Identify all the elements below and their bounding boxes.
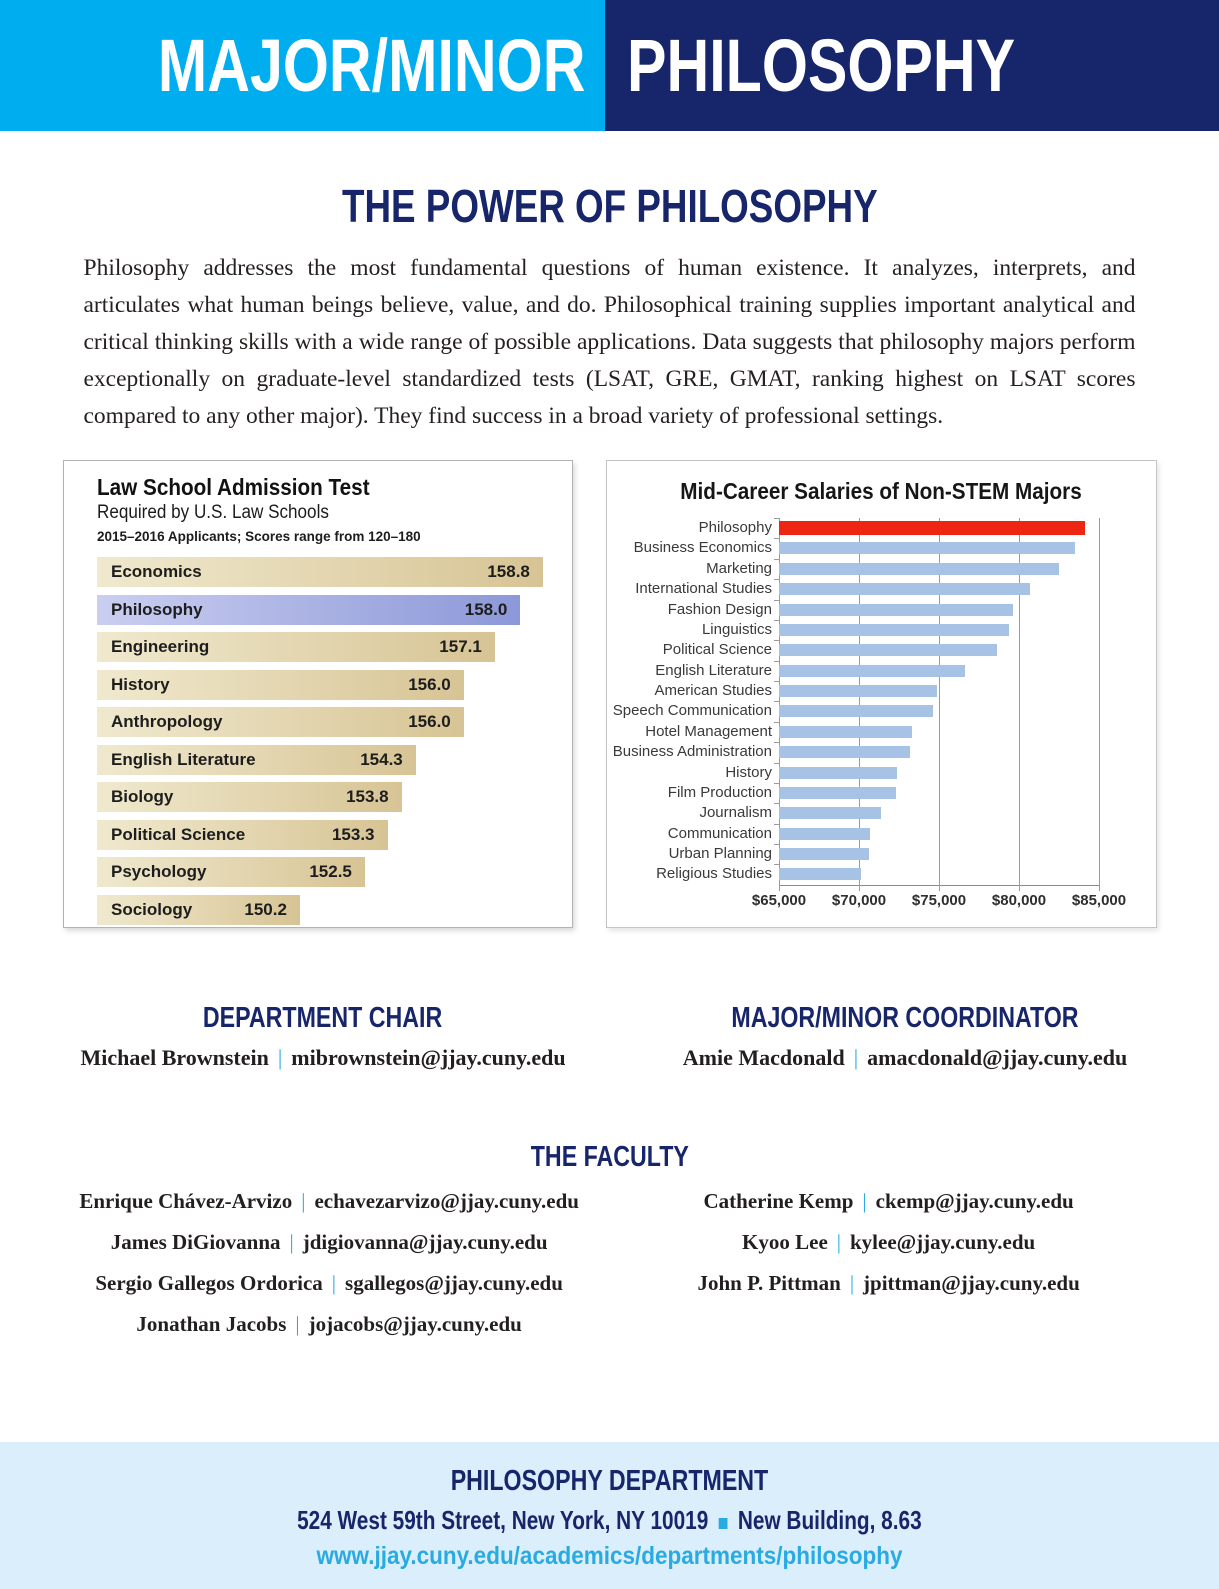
lsat-row-philosophy <box>97 595 552 633</box>
footer-department-title <box>0 1467 1219 1496</box>
lsat-category-label: English Literature <box>111 749 256 769</box>
salary-x-tick-label: $75,000 <box>911 892 967 909</box>
salary-gridline <box>1099 518 1100 891</box>
faculty-email[interactable]: echavezarvizo@jjay.cuny.edu <box>314 1189 579 1213</box>
lsat-row-psychology <box>97 857 552 895</box>
intro-paragraph: Philosophy addresses the most fundamental questions of human existence. It analyzes, interprets, and articulates what human beings believe, value, and do. Philosophical training supplies important analytical and critical thinking skills with a wide range of possible applications. Data suggests that philosophy majors perform exceptionally on graduate-level standardized tests (LSAT, GRE, GMAT, ranking highest on LSAT scores compared to any other major). They find success in a broad variety of professional settings. <box>83 255 1136 429</box>
page-title <box>0 180 1219 232</box>
faculty-email[interactable]: ckemp@jjay.cuny.edu <box>875 1189 1074 1213</box>
pipe-separator: | <box>301 1189 306 1213</box>
lsat-value-label: 153.8 <box>346 787 389 806</box>
salary-category-label: International Studies <box>635 580 772 598</box>
footer-building: New Building, 8.63 <box>738 1505 922 1535</box>
salary-row-communication <box>779 824 1099 844</box>
faculty-entry <box>658 1271 1119 1295</box>
coordinator-block <box>646 1004 1219 1071</box>
salary-bar-film-production <box>779 787 896 799</box>
lsat-category-label: Engineering <box>111 637 210 656</box>
salary-bar-religious-studies <box>779 868 861 880</box>
header-major-minor-text: MAJOR/MINOR <box>157 23 585 107</box>
salary-category-label: Philosophy <box>698 519 772 536</box>
department-chair-email[interactable]: mibrownstein@jjay.cuny.edu <box>291 1045 566 1070</box>
salary-bar-history <box>779 767 897 779</box>
pipe-separator: | <box>277 1045 283 1070</box>
department-chair-contact <box>0 1045 646 1071</box>
lsat-chart-subtitle <box>97 502 552 524</box>
salary-bar-hotel-management <box>779 726 912 738</box>
salary-category-label: Linguistics <box>701 620 772 638</box>
faculty-section <box>0 1143 1219 1336</box>
salary-row-international-studies <box>779 579 1099 599</box>
pipe-separator: | <box>295 1312 300 1336</box>
lsat-bar-economics <box>97 557 543 587</box>
lsat-category-label: Economics <box>111 562 202 581</box>
header-right-band <box>605 0 1219 131</box>
faculty-email[interactable]: jpittman@jjay.cuny.edu <box>863 1271 1080 1295</box>
salary-bar-marketing <box>779 563 1059 575</box>
lsat-value-label: 157.1 <box>439 637 482 656</box>
lsat-value-label: 156.0 <box>408 674 451 694</box>
pipe-separator: | <box>849 1271 855 1295</box>
header-philosophy-text: PHILOSOPHY <box>627 23 1016 107</box>
footer-department-text: PHILOSOPHY DEPARTMENT <box>450 1465 769 1497</box>
salary-row-political-science <box>779 640 1099 660</box>
header-band <box>0 0 1219 131</box>
department-chair-block <box>0 1004 646 1071</box>
salary-row-fashion-design <box>779 600 1099 620</box>
department-chair-heading-text: DEPARTMENT CHAIR <box>203 1002 443 1034</box>
salary-row-journalism <box>779 803 1099 823</box>
salary-row-religious-studies <box>779 864 1099 884</box>
salary-category-label: Communication <box>667 824 772 842</box>
salary-category-label: Political Science <box>662 641 772 659</box>
header-left-band <box>0 0 605 131</box>
faculty-entry <box>0 1189 658 1213</box>
salary-bar-urban-planning <box>779 848 869 860</box>
lsat-value-label: 158.8 <box>487 562 530 581</box>
salary-bar-journalism <box>779 807 881 819</box>
lsat-bars <box>97 557 552 928</box>
lsat-value-label: 150.2 <box>244 899 287 919</box>
faculty-name: Jonathan Jacobs <box>136 1312 287 1336</box>
salary-category-label: American Studies <box>654 682 772 699</box>
pipe-separator: | <box>836 1230 841 1254</box>
salary-row-hotel-management <box>779 722 1099 742</box>
faculty-entry <box>0 1312 658 1336</box>
salary-bar-political-science <box>779 644 997 656</box>
coordinator-contact <box>646 1045 1164 1071</box>
salary-plot <box>779 518 1099 886</box>
faculty-name: Enrique Chávez-Arvizo <box>79 1189 293 1213</box>
coordinator-name: Amie Macdonald <box>682 1045 845 1070</box>
salary-row-film-production <box>779 783 1099 803</box>
salary-row-american-studies <box>779 681 1099 701</box>
lsat-bar-philosophy <box>97 595 520 625</box>
salary-category-label: Film Production <box>667 783 772 801</box>
lsat-chart-note: 2015–2016 Applicants; Scores range from 120–180 <box>97 529 421 544</box>
salary-bar-international-studies <box>779 583 1030 595</box>
faculty-email[interactable]: kylee@jjay.cuny.edu <box>849 1230 1036 1254</box>
lsat-bar-political-science <box>97 820 388 850</box>
faculty-name: John P. Pittman <box>697 1271 841 1295</box>
faculty-name: Sergio Gallegos Ordorica <box>95 1271 323 1295</box>
header-major-minor-label <box>51 23 585 107</box>
lsat-value-label: 158.0 <box>464 599 508 619</box>
lsat-bar-history <box>97 670 464 700</box>
salary-bar-english-literature <box>779 665 965 677</box>
footer <box>0 1442 1219 1589</box>
salary-category-label: Fashion Design <box>667 600 772 618</box>
charts-section <box>63 460 1157 928</box>
salary-row-history <box>779 763 1099 783</box>
coordinator-email[interactable]: amacdonald@jjay.cuny.edu <box>867 1045 1128 1070</box>
salary-category-label: Religious Studies <box>656 865 772 883</box>
salary-bar-communication <box>779 828 870 840</box>
lsat-category-label: Psychology <box>111 862 207 881</box>
faculty-entry <box>658 1189 1119 1213</box>
salary-row-english-literature <box>779 661 1099 681</box>
footer-street-address: 524 West 59th Street, New York, NY 10019 <box>297 1505 709 1535</box>
salary-bar-business-economics <box>779 542 1075 554</box>
square-bullet-icon <box>719 1518 728 1529</box>
salary-x-axis <box>751 892 1127 912</box>
salary-x-tick-label: $80,000 <box>991 892 1047 909</box>
lsat-row-biology <box>97 782 552 820</box>
salary-chart-title <box>607 478 1156 504</box>
lsat-bar-sociology <box>97 895 300 925</box>
salary-x-tick-label: $85,000 <box>1071 892 1127 909</box>
salary-bar-linguistics <box>779 624 1009 636</box>
footer-url[interactable]: www.jjay.cuny.edu/academics/departments/philosophy <box>316 1542 903 1570</box>
salary-bar-speech-communication <box>779 705 933 717</box>
footer-address-line <box>0 1507 1219 1533</box>
pipe-separator: | <box>331 1271 337 1295</box>
faculty-column-right <box>658 1172 1219 1336</box>
salary-category-label: Marketing <box>706 559 772 577</box>
lsat-row-english-literature <box>97 745 552 783</box>
salary-row-marketing <box>779 559 1099 579</box>
lsat-bar-anthropology <box>97 707 464 737</box>
lsat-row-engineering <box>97 632 552 670</box>
faculty-name: James DiGiovanna <box>110 1230 281 1254</box>
lsat-bar-engineering <box>97 632 495 662</box>
salary-row-business-economics <box>779 538 1099 558</box>
lsat-bar-english-literature <box>97 745 416 775</box>
lsat-row-sociology <box>97 895 552 929</box>
footer-url-line <box>0 1544 1219 1569</box>
faculty-columns <box>0 1172 1219 1336</box>
lsat-row-anthropology <box>97 707 552 745</box>
header-philosophy-label <box>627 23 1112 107</box>
coordinator-heading <box>646 1004 1164 1033</box>
lsat-value-label: 152.5 <box>309 862 352 881</box>
salary-bar-fashion-design <box>779 604 1013 616</box>
salary-row-business-administration <box>779 742 1099 762</box>
lsat-category-label: Political Science <box>111 824 246 844</box>
lsat-value-label: 153.3 <box>331 824 375 844</box>
page-title-text: THE POWER OF PHILOSOPHY <box>341 180 878 232</box>
faculty-name: Catherine Kemp <box>703 1189 854 1213</box>
salary-chart <box>606 460 1157 928</box>
coordinator-heading-text: MAJOR/MINOR COORDINATOR <box>731 1002 1079 1034</box>
salary-category-labels <box>607 518 772 885</box>
lsat-chart <box>63 460 573 928</box>
salary-x-tick-label: $70,000 <box>831 892 887 909</box>
faculty-email[interactable]: sgallegos@jjay.cuny.edu <box>345 1271 563 1295</box>
salary-row-linguistics <box>779 620 1099 640</box>
salary-bar-american-studies <box>779 685 937 697</box>
department-chair-name: Michael Brownstein <box>80 1045 269 1070</box>
faculty-heading <box>0 1143 1219 1172</box>
salary-row-philosophy <box>779 518 1099 538</box>
faculty-entry <box>658 1230 1119 1254</box>
lsat-category-label: History <box>111 674 170 694</box>
department-chair-heading <box>0 1004 646 1033</box>
lsat-chart-subtitle-text: Required by U.S. Law Schools <box>97 502 329 523</box>
salary-row-urban-planning <box>779 844 1099 864</box>
lsat-bar-psychology <box>97 857 365 887</box>
salary-bar-philosophy <box>779 521 1085 535</box>
salary-category-label: Business Administration <box>612 743 772 761</box>
pipe-separator: | <box>853 1045 859 1070</box>
lsat-chart-title <box>97 474 552 500</box>
faculty-name: Kyoo Lee <box>742 1230 828 1254</box>
pipe-separator: | <box>289 1230 294 1254</box>
contacts-section <box>0 1004 1219 1071</box>
faculty-entry <box>0 1230 658 1254</box>
salary-category-label: English Literature <box>655 661 772 679</box>
faculty-email[interactable]: jdigiovanna@jjay.cuny.edu <box>302 1230 548 1254</box>
salary-category-label: Hotel Management <box>645 722 772 740</box>
pipe-separator: | <box>862 1189 867 1213</box>
lsat-chart-title-text: Law School Admission Test <box>97 474 370 500</box>
salary-category-label: Speech Communication <box>612 702 772 720</box>
lsat-category-label: Philosophy <box>111 599 203 619</box>
lsat-row-history <box>97 670 552 708</box>
lsat-value-label: 156.0 <box>408 712 451 731</box>
lsat-row-economics <box>97 557 552 595</box>
faculty-heading-text: THE FACULTY <box>530 1141 689 1173</box>
salary-bar-business-administration <box>779 746 910 758</box>
faculty-email[interactable]: jojacobs@jjay.cuny.edu <box>308 1312 522 1336</box>
lsat-category-label: Sociology <box>111 899 193 919</box>
salary-category-label: Urban Planning <box>668 845 772 862</box>
salary-chart-title-text: Mid-Career Salaries of Non-STEM Majors <box>680 478 1083 504</box>
faculty-column-left <box>0 1172 658 1336</box>
salary-category-label: History <box>725 763 772 781</box>
faculty-entry <box>0 1271 658 1295</box>
salary-x-tick-label: $65,000 <box>751 892 807 909</box>
lsat-row-political-science <box>97 820 552 858</box>
salary-category-label: Business Economics <box>633 539 772 557</box>
salary-row-speech-communication <box>779 701 1099 721</box>
salary-category-label: Journalism <box>699 804 772 822</box>
lsat-value-label: 154.3 <box>360 749 403 769</box>
lsat-category-label: Anthropology <box>111 712 223 731</box>
lsat-bar-biology <box>97 782 402 812</box>
lsat-category-label: Biology <box>111 787 174 806</box>
footer-address-condensed <box>297 1507 922 1533</box>
